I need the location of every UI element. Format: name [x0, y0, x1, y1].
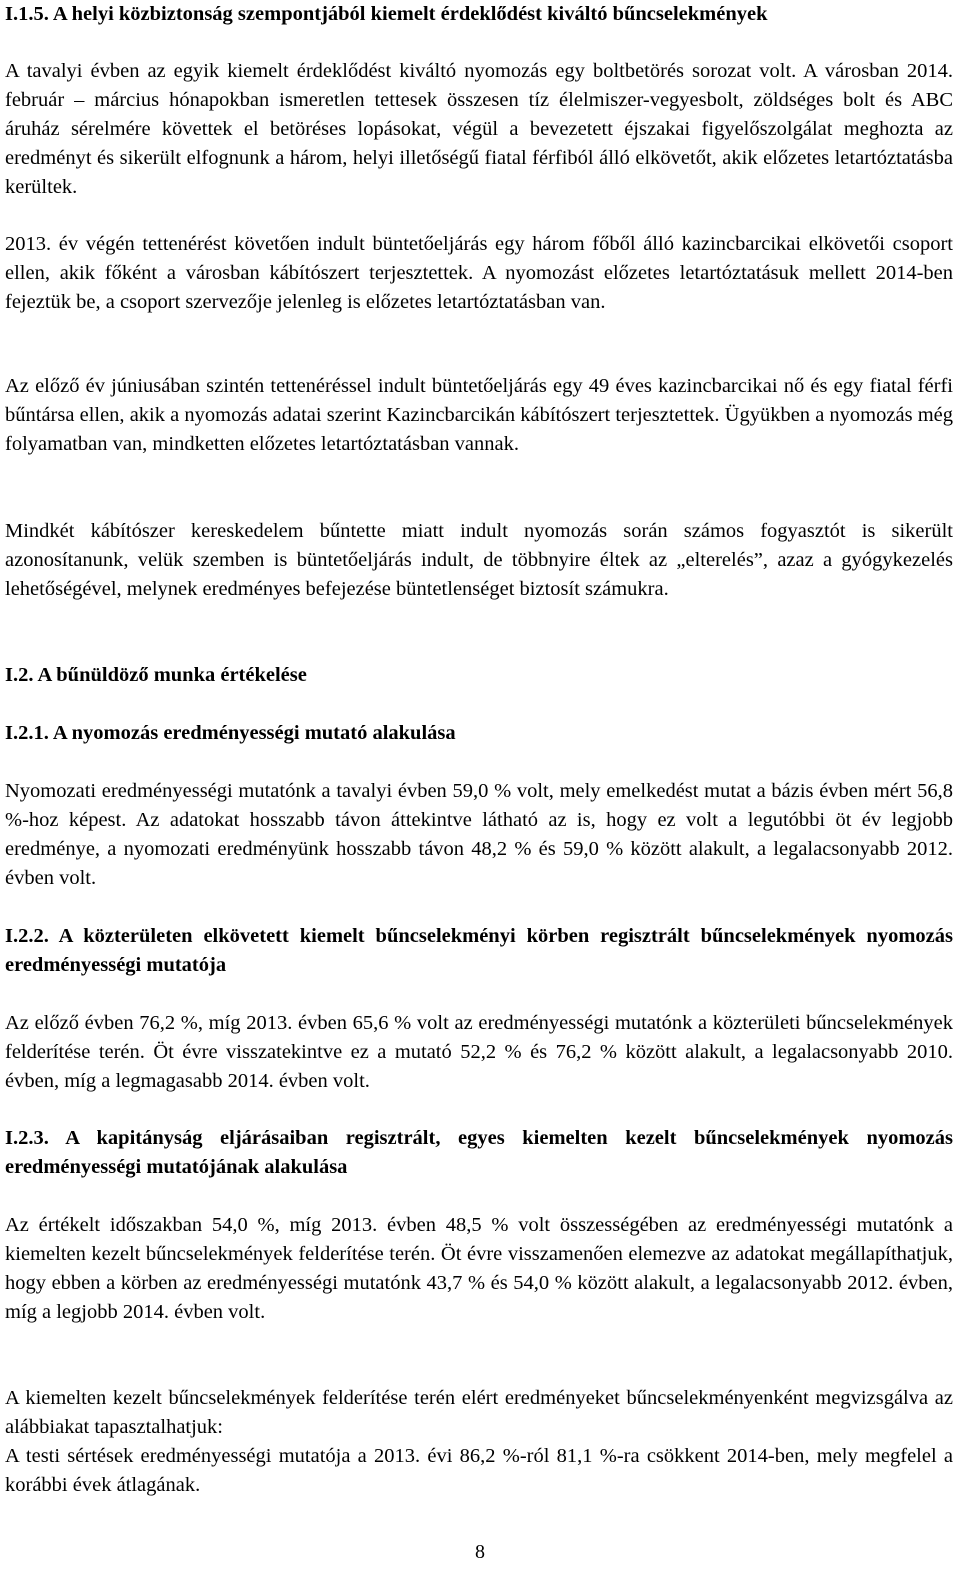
section-heading-1-2-1: I.2.1. A nyomozás eredményességi mutató alakulása: [5, 722, 456, 744]
paragraph-testi-sertesek: A testi sértések eredményességi mutatója a 2013. évi 86,2 %-ról 81,1 %-ra csökkent 2014-ben, mely megfelel a korábbi évek átlagának.: [5, 1445, 953, 1496]
section-heading-1-1-5: I.1.5. A helyi közbiztonság szempontjából kiemelt érdeklődést kiváltó bűncselekmények: [5, 3, 768, 25]
paragraph-kiemelt-mutato: Az értékelt időszakban 54,0 %, míg 2013. évben 48,5 % volt összességében az eredményességi mutatónk a kiemelten kezelt bűncselekmények felderítése terén. Öt évre visszamenően elemezve az adatokat megállapíthatjuk, hogy ebben a körben az eredményességi mutatónk 43,7 % és 54,0 % között alakult, a legalacsonyabb 2012. évben, míg a legjobb 2014. évben volt.: [5, 1214, 953, 1323]
paragraph-kiemelt-vizsgalat: A kiemelten kezelt bűncselekmények felderítése terén elért eredményeket bűncselekményenként megvizsgálva az alábbiakat tapasztalhatjuk:: [5, 1387, 953, 1438]
paragraph-kabitoszer-csoport: 2013. év végén tettenérést követően indult büntetőeljárás egy három főből álló kazincbarcikai elkövetői csoport ellen, akik főként a városban kábítószert terjesztettek. A nyomozást előzetes letartóztatásuk mellett 2014-ben fejeztük be, a csoport szervezője jelenleg is előzetes letartóztatásban van.: [5, 233, 953, 313]
paragraph-nyomozati-mutato: Nyomozati eredményességi mutatónk a tavalyi évben 59,0 % volt, mely emelkedést mutat a bázis évben mért 56,8 %-hoz képest. Az adatokat hosszabb távon áttekintve látható az is, hogy ez volt a legutóbbi öt év legjobb eredménye, a nyomozati eredményünk hosszabb távon 48,2 % és 59,0 % között alakult, a legalacsonyabb 2012. évben volt.: [5, 780, 953, 889]
paragraph-junius-ugy: Az előző év júniusában szintén tettenéréssel indult büntetőeljárás egy 49 éves kazincbarcikai nő és egy fiatal férfi bűntársa ellen, akik a nyomozás adatai szerint Kazincbarcikán kábítószert terjesztettek. Ügyükben a nyomozás még folyamatban van, mindketten előzetes letartóztatásban vannak.: [5, 375, 953, 455]
paragraph-fogyasztok: Mindkét kábítószer kereskedelem bűntette miatt indult nyomozás során számos fogyasztót is sikerült azonosítanunk, velük szemben is büntetőeljárás indult, de többnyire éltek az „elterelés”, azaz a gyógykezelés lehetőségével, melynek eredményes befejezése büntetlenséget biztosít számukra.: [5, 520, 953, 600]
page-number: 8: [475, 1541, 485, 1563]
section-heading-1-2: I.2. A bűnüldöző munka értékelése: [5, 664, 307, 686]
paragraph-kozteruleti-mutato: Az előző évben 76,2 %, míg 2013. évben 65,6 % volt az eredményességi mutatónk a közterületi bűncselekmények felderítése terén. Öt évre visszatekintve ez a mutató 52,2 % és 76,2 % között alakult, a legalacsonyabb 2010. évben, míg a legmagasabb 2014. évben volt.: [5, 1012, 953, 1092]
section-heading-1-2-3: I.2.3. A kapitányság eljárásaiban regisztrált, egyes kiemelten kezelt bűncselekmények nyomozás eredményességi mutatójának alakulása: [5, 1127, 953, 1178]
paragraph-boltbetores: A tavalyi évben az egyik kiemelt érdeklődést kiváltó nyomozás egy boltbetörés sorozat volt. A városban 2014. február – március hónapokban ismeretlen tettesek összesen tíz élelmiszer-vegyesbolt, zöldséges bolt és ABC áruház sérelmére követtek el betöréses lopásokat, végül a bevezetett éjszakai figyelőszolgálat meghozta az eredményt és sikerült elfognunk a három, helyi illetőségű fiatal férfiból álló elkövetőt, akik előzetes letartóztatásba kerültek.: [5, 60, 953, 198]
section-heading-1-2-2: I.2.2. A közterületen elkövetett kiemelt bűncselekményi körben regisztrált bűncselekmények nyomozás eredményességi mutatója: [5, 925, 953, 976]
